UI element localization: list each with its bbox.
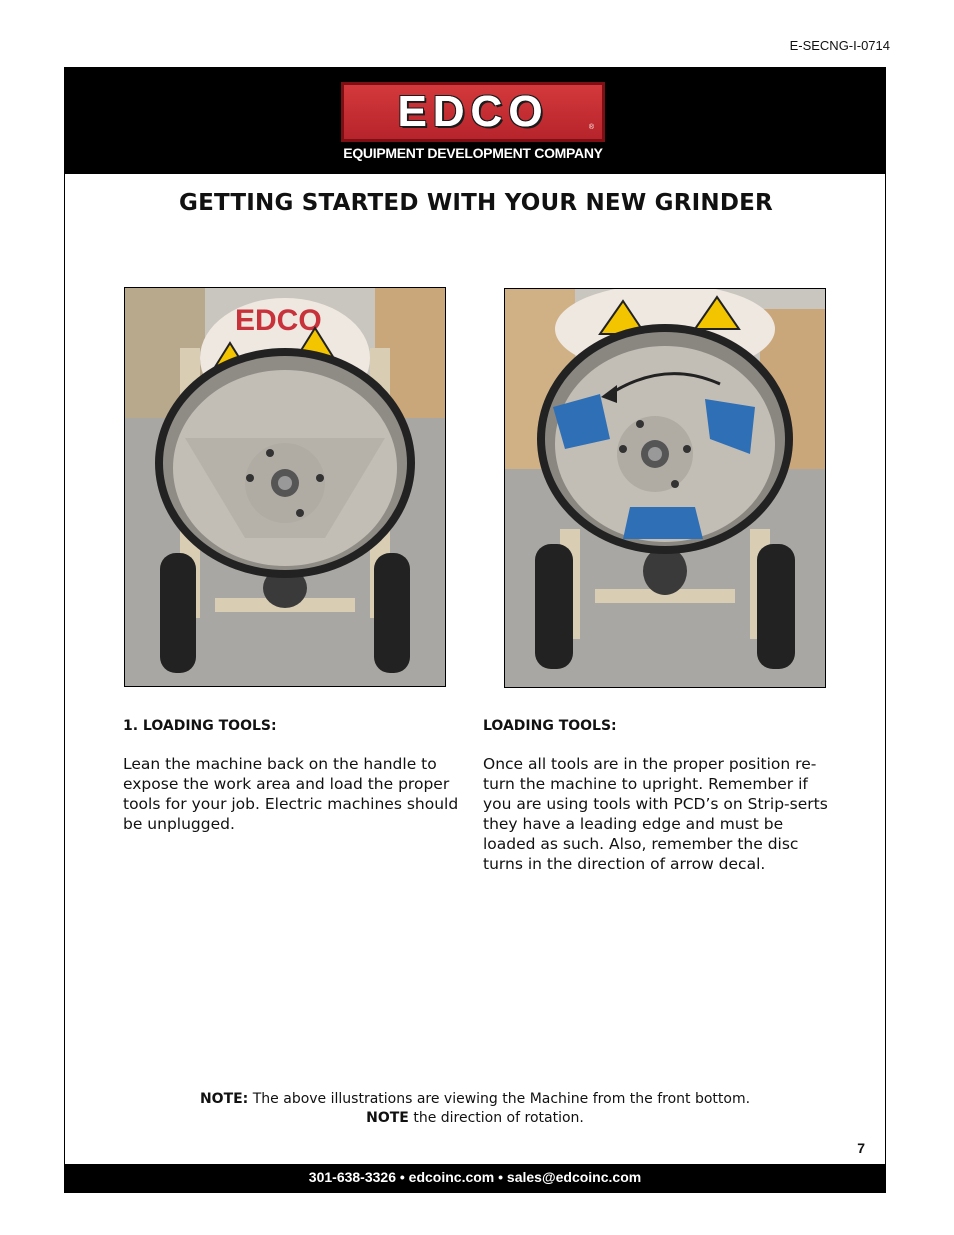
section-body: Once all tools are in the proper position re-turn the machine to upright. Remember if you are using tools with PCD’s on Strip-serts they have a leading edge and must be loaded as such. Also, remember the disc turns in the direction of arrow decal.: [483, 755, 828, 873]
company-name: EQUIPMENT DEVELOPMENT COMPANY: [343, 145, 603, 161]
section-body: Lean the machine back on the handle to expose the work area and load the proper tools for your job. Electric machines should be unplugged.: [123, 755, 459, 833]
note-line-2: [65, 1110, 885, 1126]
page-frame: [64, 67, 886, 1193]
note-label: NOTE: [366, 1110, 409, 1126]
logo-text: EDCO: [397, 87, 549, 136]
header-band: [65, 68, 885, 174]
page-number: 7: [857, 1140, 865, 1156]
photo-machine-tools-loaded: [504, 288, 826, 688]
edco-logo: [341, 82, 605, 142]
note-text: The above illustrations are viewing the Machine from the front bottom.: [248, 1091, 751, 1107]
footer-contact: 301-638-3326 • edcoinc.com • sales@edcoinc.com: [65, 1164, 885, 1192]
document-code: E-SECNG-I-0714: [789, 38, 890, 53]
page-title: GETTING STARTED WITH YOUR NEW GRINDER: [179, 190, 773, 216]
svg-text:EDCO: EDCO: [235, 304, 322, 337]
note-text: the direction of rotation.: [408, 1110, 584, 1126]
registered-mark: ®: [588, 124, 594, 131]
section-loading-tools-1: [123, 718, 468, 834]
note-line-1: [65, 1091, 885, 1107]
section-heading: 1. LOADING TOOLS:: [123, 718, 277, 734]
note-label: NOTE:: [199, 1091, 249, 1107]
photo-machine-tilted-back: [124, 287, 446, 687]
section-heading: LOADING TOOLS:: [483, 718, 617, 734]
section-loading-tools-2: [483, 718, 828, 874]
